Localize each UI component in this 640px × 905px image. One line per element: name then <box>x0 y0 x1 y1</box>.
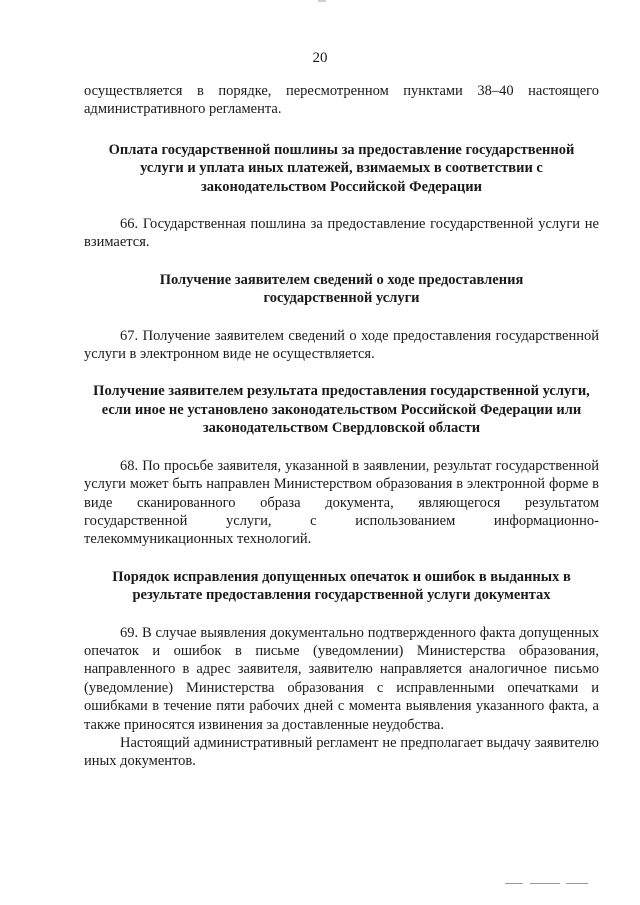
closing-paragraph: Настоящий административный регламент не предполагает выдачу заявителю иных документов. <box>84 734 599 770</box>
section-heading-result: Получение заявителем результата предоставления государственной услуги, если иное не установлено законодательством Российской Федерации или законодательством Свердловской области <box>93 383 590 437</box>
scan-artifact <box>566 883 588 884</box>
paragraph-68: 68. По просьбе заявителя, указанной в заявлении, результат государственной услуги может быть направлен Министерством образования в электронной форме в виде сканированного образа документа, являющегося результатом государственной услуги, с использованием информационно-телекоммуникационных технологий. <box>84 457 599 548</box>
section-heading-progress: Получение заявителем сведений о ходе предоставления государственной услуги <box>159 271 524 307</box>
page-number: 20 <box>312 50 328 66</box>
scan-artifact <box>318 0 326 2</box>
continuation-paragraph: осуществляется в порядке, пересмотренном пунктами 38–40 настоящего административного регламента. <box>84 83 599 118</box>
section-heading-corrections: Порядок исправления допущенных опечаток и ошибок в выданных в результате предоставления государственной услуги документах <box>112 568 571 604</box>
scan-artifact <box>505 883 523 884</box>
document-body <box>84 82 599 771</box>
paragraph-66: 66. Государственная пошлина за предоставление государственной услуги не взимается. <box>84 216 599 251</box>
paragraph-67: 67. Получение заявителем сведений о ходе предоставления государственной услуги в электронном виде не осуществляется. <box>84 327 599 363</box>
paragraph-69: 69. В случае выявления документально подтвержденного факта допущенных опечаток и ошибок в письме (уведомлении) Министерства образования, направленного в адрес заявителя, заявителю направляется аналогичное письмо (уведомление) Министерства образования с исправленными опечатками и ошибками в течение пяти рабочих дней с момента выявления указанного факта, а также приносятся извинения за доставленные неудобства. <box>84 624 599 733</box>
section-heading-fee: Оплата государственной пошлины за предоставление государственной услуги и уплата иных платежей, взимаемых в соответствии с законодательством Российской Федерации <box>108 141 575 195</box>
scan-artifact <box>530 883 560 884</box>
